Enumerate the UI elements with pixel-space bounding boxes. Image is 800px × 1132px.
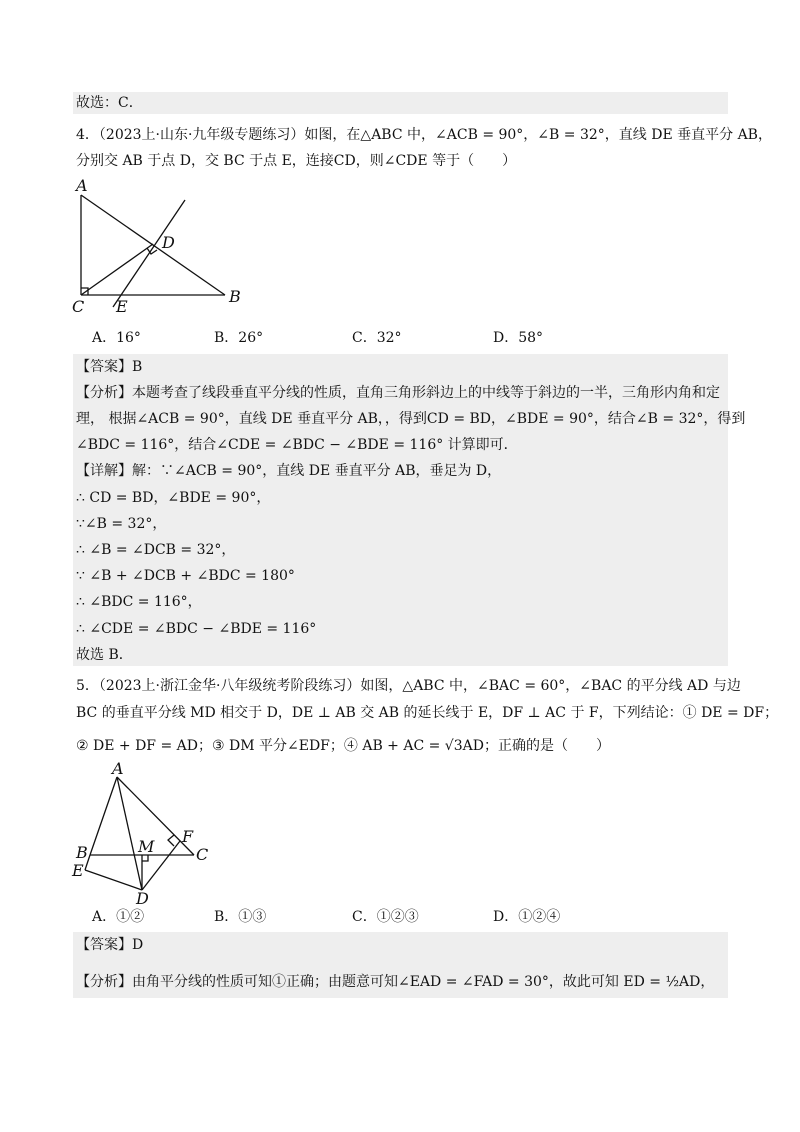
q4-option-b: B．26°	[214, 330, 264, 346]
q4-stem-line2: 分别交 AB 于点 D，交 BC 于点 E，连接CD，则∠CDE 等于（ ）	[76, 153, 517, 169]
q4-solution-line5: ∵ ∠B + ∠DCB + ∠BDC = 180°	[76, 568, 295, 584]
q5-label-f: F	[182, 827, 194, 846]
q5-option-c: C．①②③	[352, 909, 419, 925]
q4-label-e: E	[116, 297, 128, 315]
q4-label-d: D	[162, 233, 175, 252]
q5-answer: 【答案】D	[76, 937, 144, 953]
q4-analysis-line2: 理， 根据∠ACB = 90°，直线 DE 垂直平分 AB，，得到CD = BD，∠BDE = 90°，结合∠B = 32°，得到	[76, 411, 746, 427]
q5-label-b: B	[76, 843, 88, 862]
q4-solution-line3: ∵∠B = 32°，	[76, 516, 167, 532]
top-answer-block	[73, 92, 728, 114]
q4-solution-line1: 【详解】解：∵∠ACB = 90°，直线 DE 垂直平分 AB，垂足为 D，	[76, 463, 502, 479]
q4-label-c: C	[72, 297, 85, 315]
q4-solution-line6: ∴ ∠BDC = 116°，	[76, 594, 202, 610]
q4-option-a: A．16°	[92, 330, 141, 346]
q5-stem-line3: ② DE + DF = AD；③ DM 平分∠EDF；④ AB + AC = √3AD；正确的是（ ）	[76, 738, 610, 754]
q4-solution-line7: ∴ ∠CDE = ∠BDC − ∠BDE = 116°	[76, 621, 317, 637]
q5-stem-line2: BC 的垂直平分线 MD 相交于 D，DE ⊥ AB 交 AB 的延长线于 E，DF ⊥ AC 于 F，下列结论：① DE = DF；	[76, 705, 779, 721]
q4-stem-line1: 4．（2023上·山东·九年级专题练习）如图，在△ABC 中，∠ACB = 90°，∠B = 32°，直线 DE 垂直平分 AB，	[76, 127, 772, 143]
q4-figure	[70, 175, 270, 315]
q5-triangle	[85, 777, 194, 890]
q5-label-a: A	[112, 762, 124, 778]
q4-option-d: D．58°	[493, 330, 544, 346]
q5-figure	[70, 762, 220, 907]
q5-option-d: D．①②④	[493, 909, 561, 925]
q5-label-d: D	[136, 889, 149, 907]
q4-answer: 【答案】B	[76, 359, 143, 375]
q4-option-c: C．32°	[352, 330, 402, 346]
q5-label-e: E	[72, 861, 84, 880]
q4-label-a: A	[76, 176, 88, 195]
q4-solution-line2: ∴ CD = BD，∠BDE = 90°，	[76, 490, 271, 506]
q4-triangle	[81, 195, 225, 307]
top-conclusion: 故选：C．	[76, 95, 143, 111]
q5-option-b: B．①③	[214, 909, 267, 925]
q5-option-a: A．①②	[92, 909, 145, 925]
q4-analysis-line1: 【分析】本题考查了线段垂直平分线的性质，直角三角形斜边上的中线等于斜边的一半，三角形内角和定	[76, 385, 720, 401]
q5-analysis: 【分析】由角平分线的性质可知①正确；由题意可知∠EAD = ∠FAD = 30°，故此可知 ED = ½AD，	[76, 974, 715, 990]
q4-analysis-line3: ∠BDC = 116°，结合∠CDE = ∠BDC − ∠BDE = 116° 计算即可．	[76, 437, 518, 453]
q4-solution-line4: ∴ ∠B = ∠DCB = 32°，	[76, 542, 236, 558]
q5-stem-line1: 5．（2023上·浙江金华·八年级统考阶段练习）如图，△ABC 中，∠BAC = 60°，∠BAC 的平分线 AD 与边	[76, 678, 741, 694]
q4-solution-line8: 故选 B．	[76, 647, 133, 663]
q4-label-b: B	[229, 287, 241, 306]
q5-label-c: C	[196, 845, 209, 864]
q5-label-m: M	[138, 837, 155, 856]
